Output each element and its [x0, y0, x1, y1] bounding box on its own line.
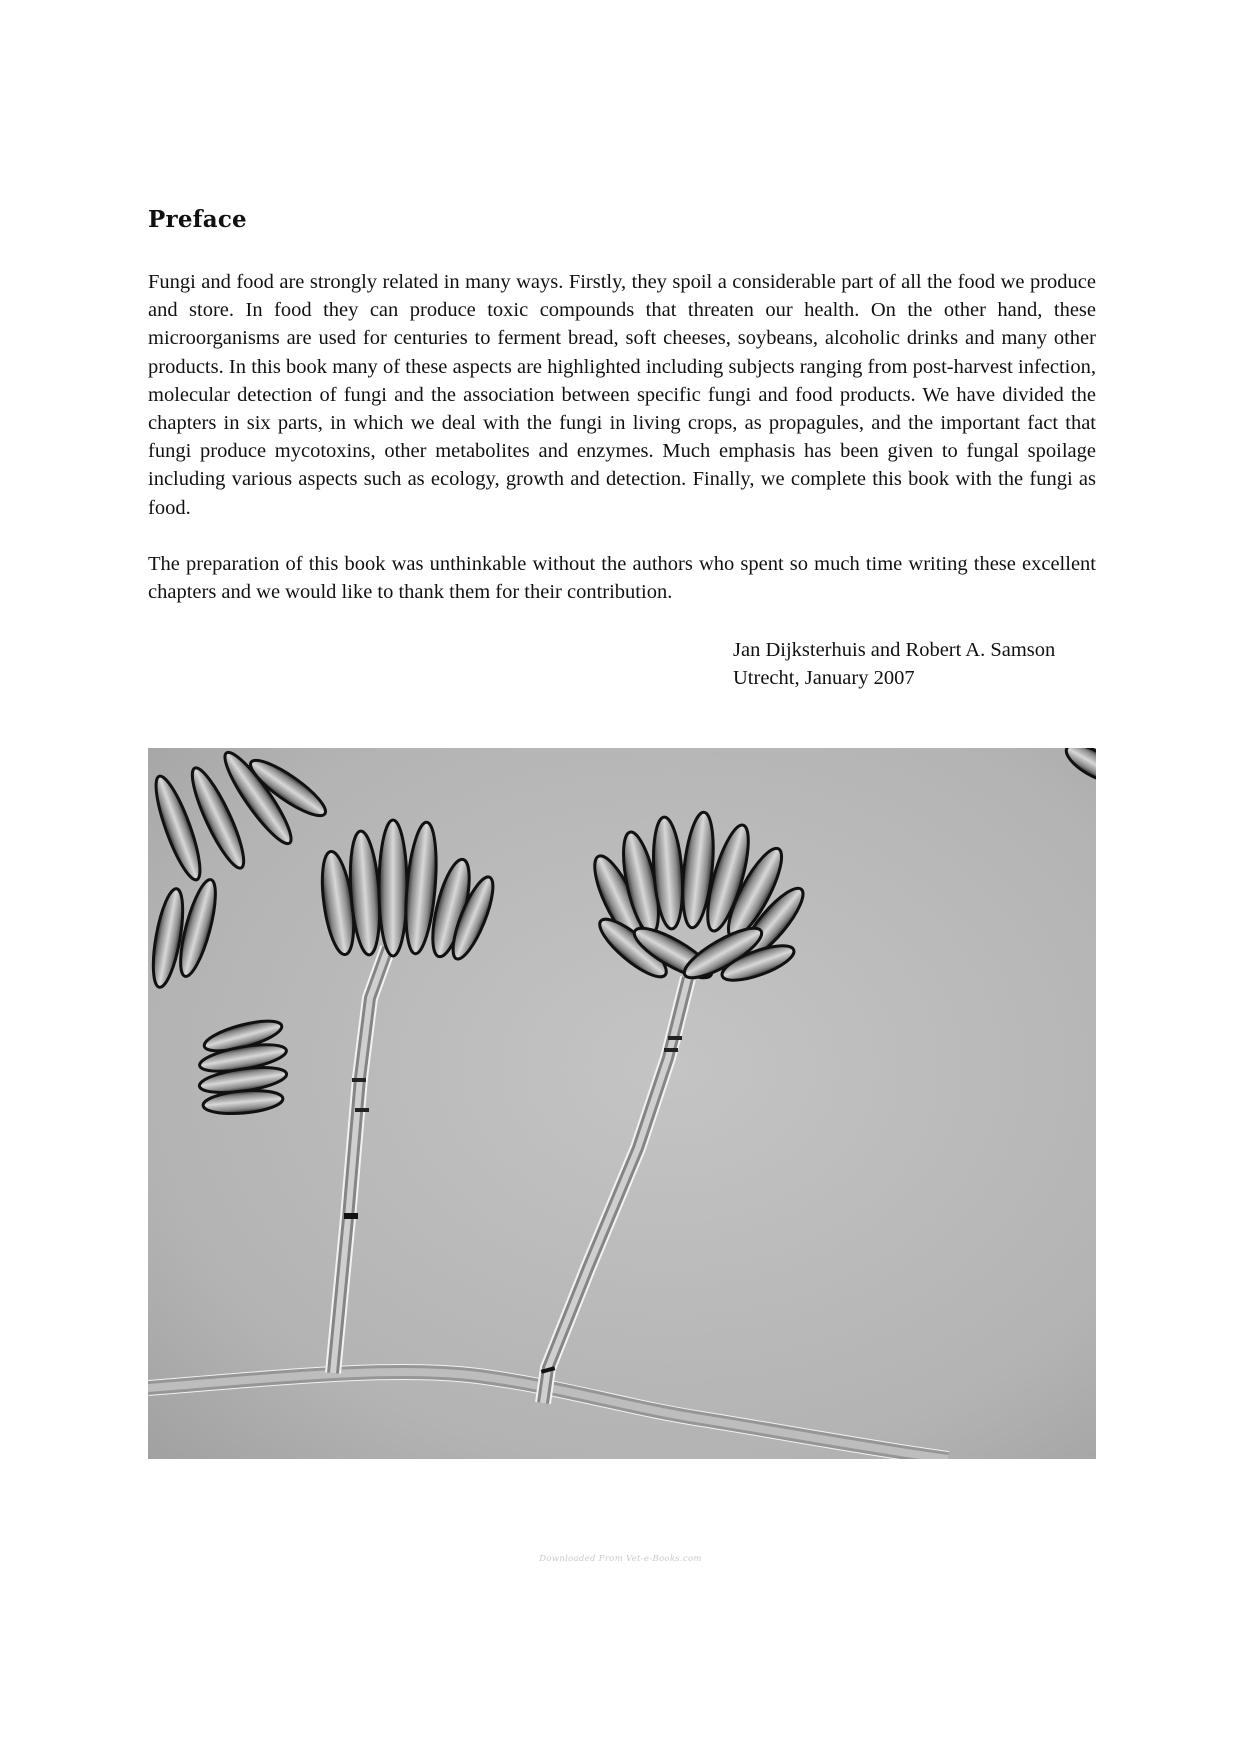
- paragraph-1: Fungi and food are strongly related in many ways. Firstly, they spoil a considerable part of all the food we produce and store. In food they can produce toxic compounds that threaten our health. On the other hand, these microorganisms are used for centuries to ferment bread, soft cheeses, soybeans, alcoholic drinks and many other products. In this book many of these aspects are highlighted including subjects ranging from post-harvest infection, molecular detection of fungi and the association between specific fungi and food products. We have divided the chapters in six parts, in which we deal with the fungi in living crops, as propagules, and the important fact that fungi produce mycotoxins, other metabolites and enzymes. Much emphasis has been given to fungal spoilage including various aspects such as ecology, growth and detection. Finally, we complete this book with the fungi as food.: [148, 271, 1096, 519]
- signature-place-date: Utrecht, January 2007: [733, 667, 915, 690]
- preface-body: [148, 268, 1096, 634]
- signature-block: [733, 636, 1097, 692]
- watermark: Downloaded From Vet-e-Books.com: [539, 1554, 702, 1564]
- fungal-conidia-micrograph: [148, 748, 1096, 1459]
- page-title: Preface: [148, 206, 247, 233]
- signature-authors: Jan Dijksterhuis and Robert A. Samson: [733, 639, 1056, 661]
- micrograph-figure: [148, 748, 1096, 1459]
- paragraph-2: The preparation of this book was unthinkable without the authors who spent so much time writing these excellent chapters and we would like to thank them for their contribution.: [148, 552, 1096, 604]
